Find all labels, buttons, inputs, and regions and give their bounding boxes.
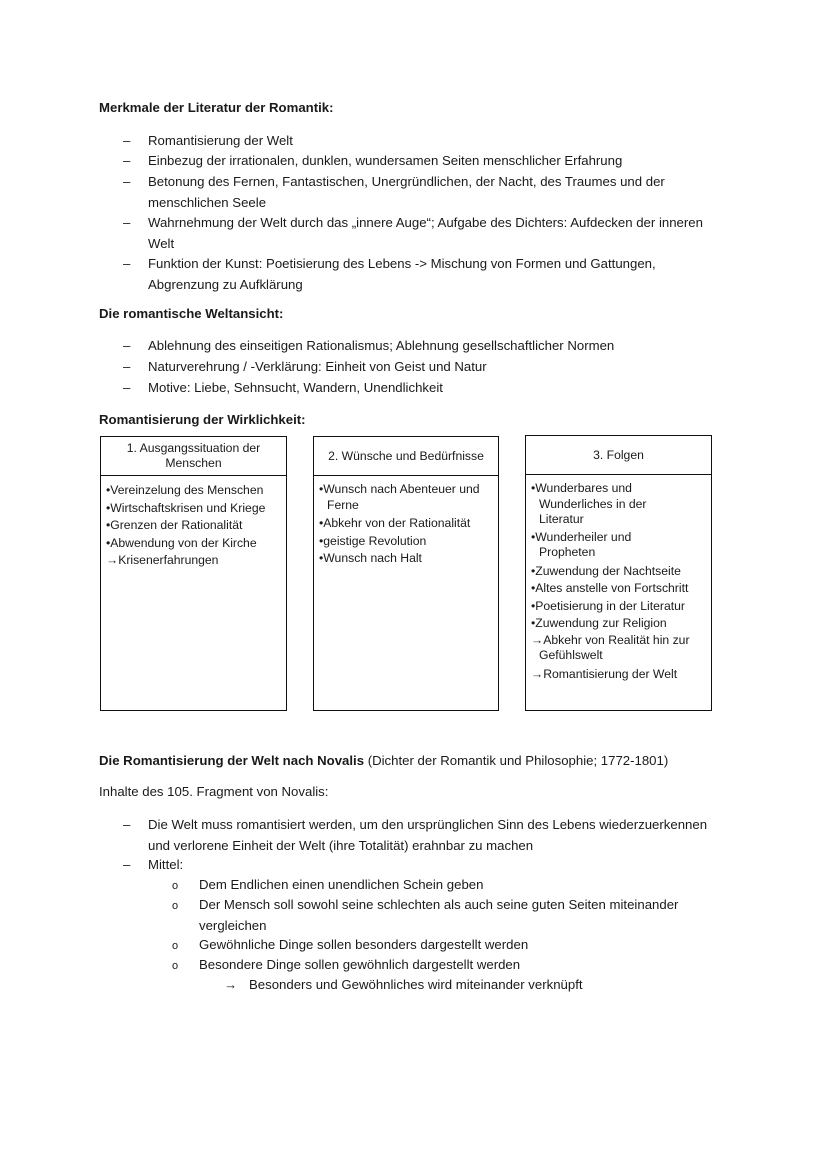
dash-bullet: –	[123, 174, 131, 189]
column-item: •Zuwendung der Nachtseite	[531, 563, 681, 578]
column-item: •Vereinzelung des Menschen	[106, 483, 264, 497]
sub-list-item: Besondere Dinge sollen gewöhnlich dargestellt werden	[199, 957, 521, 972]
list-item: Mittel:	[148, 857, 184, 872]
column-item: •Abkehr von der Rationalität	[319, 516, 471, 530]
list-item: Ablehnung des einseitigen Rationalismus; Ablehnung gesellschaftlicher Normen	[148, 338, 615, 353]
column-item: •Grenzen der Rationalität	[106, 518, 243, 532]
arrow-icon: →	[224, 977, 238, 992]
column-item: •Wunderheiler und Propheten	[531, 529, 632, 559]
column-body	[525, 474, 712, 711]
column-item: →Abkehr von Realität hin zur Gefühlswelt	[531, 632, 690, 662]
column-header-label: 2. Wünsche und Bedürfnisse	[328, 448, 484, 463]
sub-list-item: Gewöhnliche Dinge sollen besonders dargestellt werden	[199, 937, 529, 952]
circle-bullet: o	[172, 900, 179, 912]
column-item: →Romantisierung der Welt	[531, 666, 678, 681]
dash-bullet: –	[123, 215, 131, 230]
column-item: •Wunsch nach Halt	[319, 551, 422, 565]
column-item: •Altes anstelle von Fortschritt	[531, 581, 689, 595]
heading-wirklichkeit: Romantisierung der Wirklichkeit:	[99, 412, 306, 427]
dash-bullet: –	[123, 380, 131, 395]
list-item: Romantisierung der Welt	[148, 133, 293, 148]
column-item: •Wirtschaftskrisen und Kriege	[106, 500, 266, 515]
conclusion-text: Besonders und Gewöhnliches wird miteinander verknüpft	[249, 977, 583, 992]
column-item: →Krisenerfahrungen	[106, 553, 219, 567]
column-item: •Abwendung von der Kirche	[106, 535, 257, 550]
column-item: •geistige Revolution	[319, 533, 427, 548]
column-body	[313, 475, 499, 711]
list-item: Einbezug der irrationalen, dunklen, wundersamen Seiten menschlicher Erfahrung	[148, 153, 623, 168]
circle-bullet: o	[172, 940, 179, 952]
list-item: Die Welt muss romantisiert werden, um den ursprünglichen Sinn des Lebens wiederzuerkennen und verlorene Einheit der Welt (ihre Totalität) erahnbar zu machen	[148, 817, 708, 853]
column-item: •Wunderbares und Wunderliches in der Literatur	[531, 481, 647, 526]
heading-weltansicht: Die romantische Weltansicht:	[99, 306, 284, 321]
dash-bullet: –	[123, 857, 131, 872]
dash-bullet: –	[123, 256, 131, 271]
heading-merkmale: Merkmale der Literatur der Romantik:	[99, 100, 334, 115]
dash-bullet: –	[123, 817, 131, 832]
dash-bullet: –	[123, 133, 131, 148]
dash-bullet: –	[123, 153, 131, 168]
column-item: •Poetisierung in der Literatur	[531, 598, 685, 613]
list-item: Funktion der Kunst: Poetisierung des Lebens -> Mischung von Formen und Gattungen, Abgrenzung zu Aufklärung	[148, 256, 656, 292]
list-item: Betonung des Fernen, Fantastischen, Unergründlichen, der Nacht, des Traumes und der menschlichen Seele	[148, 174, 665, 210]
list-item: Wahrnehmung der Welt durch das „innere Auge“; Aufgabe des Dichters: Aufdecken der inneren Welt	[148, 215, 703, 251]
column-body	[100, 475, 287, 711]
column-header-label: 3. Folgen	[593, 447, 644, 462]
column-header	[313, 436, 499, 476]
column-header-label: 1. Ausgangssituation der Menschen	[126, 441, 261, 470]
dash-bullet: –	[123, 338, 131, 353]
column-header	[525, 435, 712, 475]
circle-bullet: o	[172, 960, 179, 972]
column-item: •Wunsch nach Abenteuer und Ferne	[319, 482, 480, 512]
sub-list-item: Dem Endlichen einen unendlichen Schein geben	[199, 877, 484, 892]
novalis-heading	[99, 751, 739, 772]
column-item: •Zuwendung zur Religion	[531, 616, 667, 630]
novalis-heading-bold: Die Romantisierung der Welt nach Novalis	[99, 753, 365, 768]
list-item: Naturverehrung / -Verklärung: Einheit von Geist und Natur	[148, 359, 487, 374]
novalis-heading-rest: (Dichter der Romantik und Philosophie; 1772-1801)	[364, 753, 669, 768]
list-item: Motive: Liebe, Sehnsucht, Wandern, Unendlichkeit	[148, 380, 443, 395]
dash-bullet: –	[123, 359, 131, 374]
sub-list-item: Der Mensch soll sowohl seine schlechten als auch seine guten Seiten miteinander vergleichen	[199, 897, 679, 933]
circle-bullet: o	[172, 880, 179, 892]
column-header	[100, 436, 287, 476]
fragment-intro: Inhalte des 105. Fragment von Novalis:	[99, 784, 329, 799]
